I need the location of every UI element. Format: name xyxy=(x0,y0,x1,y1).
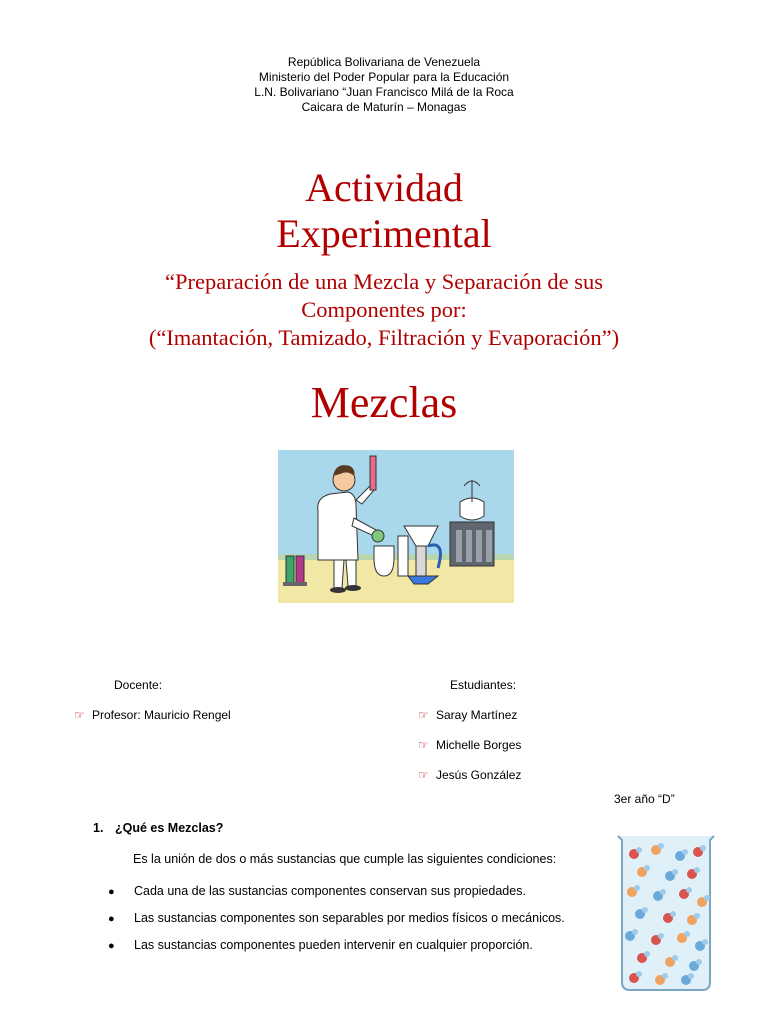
molecule-atom xyxy=(660,889,666,895)
list-item xyxy=(108,884,565,911)
question-heading xyxy=(93,821,223,835)
molecule-atom xyxy=(670,911,676,917)
title-line-1: Actividad xyxy=(305,165,463,210)
molecule-atom xyxy=(644,951,650,957)
molecule-atom xyxy=(658,933,664,939)
document-subtitle xyxy=(0,268,768,352)
header-line-1: República Bolivariana de Venezuela xyxy=(287,55,481,69)
molecule-atom xyxy=(694,913,700,919)
molecule-beaker-illustration xyxy=(612,832,720,994)
molecule-atom xyxy=(644,865,650,871)
student-name: Michelle Borges xyxy=(436,738,522,752)
header-line-4: Caicara de Maturín – Monagas xyxy=(301,100,467,114)
question-number: 1. xyxy=(93,821,104,835)
bullet-dot-icon: ● xyxy=(108,913,115,925)
molecule-atom xyxy=(700,845,706,851)
definition-intro: Es la unión de dos o más sustancias que cumple las siguientes condiciones: xyxy=(133,852,557,866)
header-line-3: L.N. Bolivariano “Juan Francisco Milá de la Roca xyxy=(254,85,514,99)
molecule-atom xyxy=(658,843,664,849)
molecule-atom xyxy=(662,973,668,979)
molecule-atom xyxy=(634,885,640,891)
grade-label: 3er año “D” xyxy=(614,792,675,806)
document-title xyxy=(0,165,768,257)
molecule-atom xyxy=(704,895,710,901)
molecule-atom xyxy=(694,867,700,873)
subtitle-line-2: Componentes por: xyxy=(301,297,467,322)
list-item-text: Las sustancias componentes son separables por medios físicos o mecánicos. xyxy=(134,911,565,925)
docente-entry xyxy=(74,708,231,722)
molecule-atom xyxy=(684,931,690,937)
docente-label: Docente: xyxy=(114,678,163,692)
bullet-dot-icon: ● xyxy=(108,886,115,898)
list-item xyxy=(108,938,565,965)
pointing-hand-icon: ☞ xyxy=(418,738,429,752)
molecule-atom xyxy=(642,907,648,913)
molecule-atom xyxy=(636,971,642,977)
list-item-text: Las sustancias componentes pueden intervenir en cualquier proporción. xyxy=(134,938,533,952)
list-item-text: Cada una de las sustancias componentes conservan sus propiedades. xyxy=(134,884,526,898)
subtitle-line-3: (“Imantación, Tamizado, Filtración y Evaporación”) xyxy=(148,325,620,350)
subtitle-line-1: “Preparación de una Mezcla y Separación de sus xyxy=(165,269,603,294)
molecule-atom xyxy=(696,959,702,965)
title-line-2: Experimental xyxy=(276,211,492,256)
molecule-atom xyxy=(702,939,708,945)
student-entry xyxy=(418,768,521,782)
pointing-hand-icon: ☞ xyxy=(418,708,429,722)
molecule-atom xyxy=(632,929,638,935)
molecule-atom xyxy=(672,955,678,961)
conditions-list xyxy=(108,884,565,965)
docente-name: Profesor: Mauricio Rengel xyxy=(92,708,231,722)
molecule-atom xyxy=(682,849,688,855)
pointing-hand-icon: ☞ xyxy=(418,768,429,782)
molecule-atom xyxy=(688,973,694,979)
molecule-atom xyxy=(686,887,692,893)
student-entry xyxy=(418,708,517,722)
question-text: ¿Qué es Mezclas? xyxy=(115,821,224,835)
student-entry xyxy=(418,738,521,752)
header-line-2: Ministerio del Poder Popular para la Educación xyxy=(258,70,510,84)
scientist-lab-illustration xyxy=(278,450,514,603)
bullet-dot-icon: ● xyxy=(108,940,115,952)
pointing-hand-icon: ☞ xyxy=(74,708,85,722)
section-heading: Mezclas xyxy=(310,378,458,427)
estudiantes-label: Estudiantes: xyxy=(450,678,517,692)
student-name: Saray Martínez xyxy=(436,708,518,722)
molecule-atom xyxy=(636,847,642,853)
molecule-atom xyxy=(672,869,678,875)
list-item xyxy=(108,911,565,938)
student-name: Jesús González xyxy=(436,768,522,782)
institution-header xyxy=(0,55,768,115)
